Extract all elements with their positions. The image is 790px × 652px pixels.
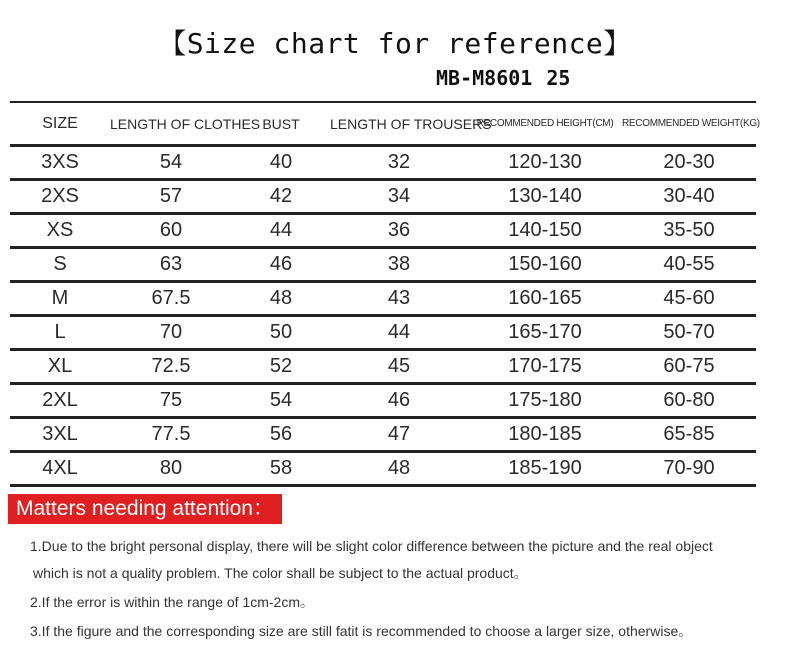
cell-weight: 65-85	[622, 418, 756, 452]
cell-length-clothes: 67.5	[110, 282, 232, 316]
header-length-clothes: LENGTH OF CLOTHES	[110, 102, 232, 146]
cell-weight: 60-75	[622, 350, 756, 384]
cell-length-clothes: 77.5	[110, 418, 232, 452]
table-row	[10, 282, 756, 316]
cell-length-clothes: 57	[110, 180, 232, 214]
cell-height: 130-140	[468, 180, 622, 214]
cell-size: 3XL	[10, 418, 110, 452]
cell-height: 165-170	[468, 316, 622, 350]
cell-height: 160-165	[468, 282, 622, 316]
note-line-3: 2.If the error is within the range of 1cm-2cm。	[30, 594, 314, 610]
size-chart-table	[10, 101, 760, 487]
table-header-row	[10, 102, 756, 146]
cell-length-clothes: 70	[110, 316, 232, 350]
cell-bust: 46	[232, 248, 330, 282]
cell-size: L	[10, 316, 110, 350]
cell-size: 3XS	[10, 146, 110, 180]
cell-size: S	[10, 248, 110, 282]
cell-weight: 50-70	[622, 316, 756, 350]
cell-height: 175-180	[468, 384, 622, 418]
cell-length-trousers: 43	[330, 282, 468, 316]
cell-height: 120-130	[468, 146, 622, 180]
cell-weight: 40-55	[622, 248, 756, 282]
table-row	[10, 350, 756, 384]
cell-weight: 35-50	[622, 214, 756, 248]
cell-bust: 50	[232, 316, 330, 350]
cell-length-clothes: 80	[110, 452, 232, 486]
cell-height: 150-160	[468, 248, 622, 282]
cell-height: 185-190	[468, 452, 622, 486]
cell-bust: 58	[232, 452, 330, 486]
note-line-1: 1.Due to the bright personal display, there will be slight color difference between the picture and the real object	[30, 538, 713, 554]
header-size: SIZE	[10, 102, 110, 146]
cell-size: 2XL	[10, 384, 110, 418]
cell-bust: 44	[232, 214, 330, 248]
model-code: MB-M8601	[436, 66, 533, 90]
cell-length-trousers: 45	[330, 350, 468, 384]
note-line-4: 3.If the figure and the corresponding size are still fatit is recommended to choose a larger size, otherwise。	[30, 623, 693, 639]
header-bust: BUST	[232, 102, 330, 146]
cell-length-trousers: 32	[330, 146, 468, 180]
cell-length-clothes: 72.5	[110, 350, 232, 384]
cell-length-clothes: 75	[110, 384, 232, 418]
cell-size: 4XL	[10, 452, 110, 486]
cell-size: XS	[10, 214, 110, 248]
header-length-trousers: LENGTH OF TROUSERS	[330, 102, 468, 146]
cell-length-clothes: 60	[110, 214, 232, 248]
cell-length-trousers: 44	[330, 316, 468, 350]
cell-weight: 70-90	[622, 452, 756, 486]
table-row	[10, 146, 756, 180]
cell-bust: 42	[232, 180, 330, 214]
cell-bust: 40	[232, 146, 330, 180]
note-line-2: which is not a quality problem. The color shall be subject to the actual product。	[33, 565, 528, 581]
cell-size: M	[10, 282, 110, 316]
cell-length-trousers: 34	[330, 180, 468, 214]
attention-banner: Matters needing attention：	[8, 494, 282, 524]
cell-size: XL	[10, 350, 110, 384]
cell-height: 170-175	[468, 350, 622, 384]
cell-length-trousers: 38	[330, 248, 468, 282]
cell-length-trousers: 46	[330, 384, 468, 418]
cell-length-clothes: 54	[110, 146, 232, 180]
cell-bust: 56	[232, 418, 330, 452]
cell-length-trousers: 36	[330, 214, 468, 248]
model-number	[436, 66, 584, 90]
cell-bust: 52	[232, 350, 330, 384]
header-recommended-height: RECOMMENDED HEIGHT(CM)	[468, 102, 622, 146]
cell-size: 2XS	[10, 180, 110, 214]
cell-height: 140-150	[468, 214, 622, 248]
cell-length-clothes: 63	[110, 248, 232, 282]
header-recommended-weight: RECOMMENDED WEIGHT(KG)	[622, 102, 756, 146]
cell-weight: 45-60	[622, 282, 756, 316]
cell-length-trousers: 47	[330, 418, 468, 452]
cell-height: 180-185	[468, 418, 622, 452]
page-title: 【Size chart for reference】	[158, 27, 632, 60]
cell-bust: 48	[232, 282, 330, 316]
cell-length-trousers: 48	[330, 452, 468, 486]
table-row	[10, 452, 756, 486]
table-row	[10, 418, 756, 452]
table-row	[10, 214, 756, 248]
cell-weight: 20-30	[622, 146, 756, 180]
cell-weight: 60-80	[622, 384, 756, 418]
table-row	[10, 316, 756, 350]
table-row	[10, 384, 756, 418]
model-suffix: 25	[546, 66, 571, 90]
cell-weight: 30-40	[622, 180, 756, 214]
table-row	[10, 248, 756, 282]
cell-bust: 54	[232, 384, 330, 418]
table-row	[10, 180, 756, 214]
